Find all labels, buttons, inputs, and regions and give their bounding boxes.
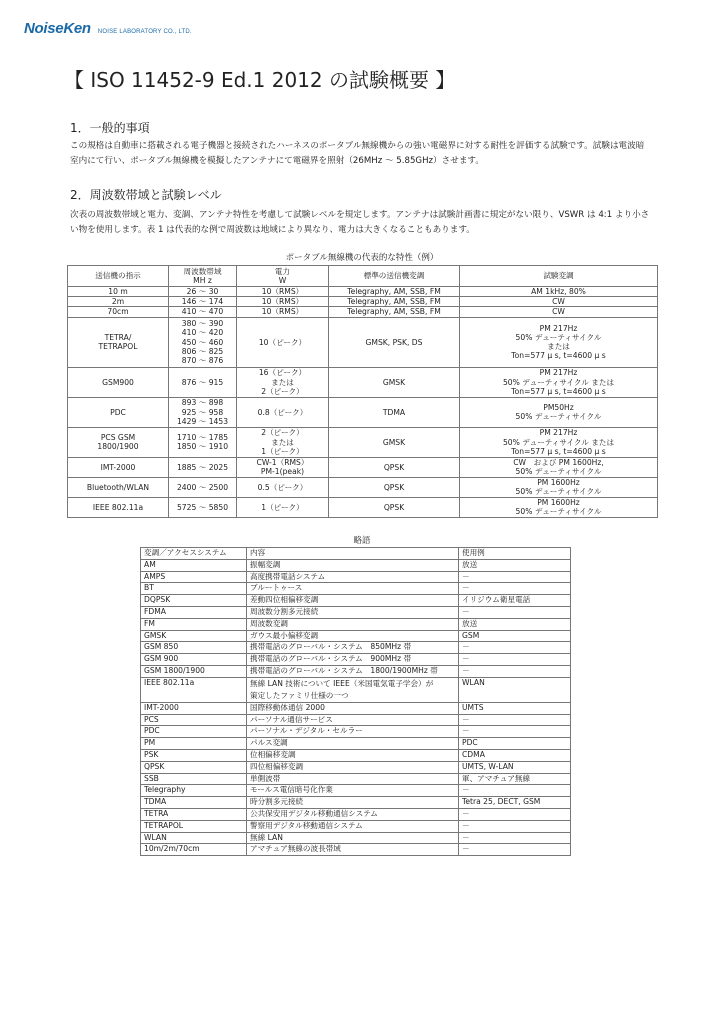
- cell-example: －: [459, 714, 571, 726]
- table-row: [141, 559, 571, 571]
- cell-power-line: 10（RMS）: [261, 287, 304, 296]
- cell-freq: [169, 287, 237, 297]
- abbreviation-table-body: [141, 559, 571, 855]
- cell-test-line: CW: [552, 307, 565, 317]
- cell-name-line: IMT-2000: [100, 462, 136, 472]
- table-row: [141, 595, 571, 607]
- cell-example: －: [459, 785, 571, 797]
- cell-freq: [169, 457, 237, 477]
- cell-std: [329, 307, 460, 317]
- cell-meaning: 携帯電話のグローバル・システム 850MHz 帯: [247, 642, 459, 654]
- cell-power: [237, 427, 329, 457]
- cell-meaning: 振幅変調: [247, 559, 459, 571]
- frequency-table-header-line: 周波数帯域: [183, 266, 222, 276]
- abbreviation-table-header: 使用例: [459, 548, 571, 560]
- cell-example: －: [459, 583, 571, 595]
- table-row: [141, 677, 571, 702]
- cell-name-line: IEEE 802.11a: [92, 502, 144, 512]
- cell-name-line: 70cm: [107, 307, 129, 317]
- cell-freq-line: 410 ～ 420: [181, 328, 224, 338]
- cell-power: [237, 317, 329, 367]
- section-2-text: 次表の周波数帯域と電力、変調、アンテナ特性を考慮して試験レベルを規定します。アンテナは試験計画書に規定がない限り、VSWR は 4:1 より小さい物を使用します。表 1 は代表的な例で周波数は地域により異なり、電力は大きくなることもあります。: [70, 210, 650, 235]
- cell-freq-line: 380 ～ 390: [181, 319, 224, 329]
- cell-test-line: PM 1600Hz: [537, 497, 580, 507]
- cell-meaning: 携帯電話のグローバル・システム 900MHz 帯: [247, 654, 459, 666]
- cell-power-line: 0.8（ピーク）: [257, 407, 308, 417]
- cell-test-line: 50% デューティサイクル: [515, 507, 602, 517]
- frequency-table: [67, 265, 658, 518]
- cell-meaning: [247, 677, 459, 702]
- cell-test-line: 50% デューティサイクル または: [502, 437, 615, 447]
- cell-freq-line: 1885 ～ 2025: [176, 462, 229, 472]
- cell-freq: [169, 497, 237, 517]
- table-row: [68, 457, 658, 477]
- cell-std: [329, 397, 460, 427]
- frequency-table-header: [460, 266, 658, 287]
- cell-power-line: 0.5（ピーク）: [257, 482, 308, 492]
- cell-name-line: TETRA/: [104, 332, 132, 342]
- cell-name: [68, 477, 169, 497]
- table-row: [141, 726, 571, 738]
- cell-abbr: IMT-2000: [141, 702, 247, 714]
- table-row: [141, 606, 571, 618]
- cell-freq: [169, 307, 237, 317]
- cell-name-line: 10 m: [108, 287, 128, 296]
- frequency-table-header-line: 標準の送信機変調: [363, 271, 425, 281]
- cell-abbr: AMPS: [141, 571, 247, 583]
- cell-example: WLAN: [459, 677, 571, 702]
- cell-test-line: 50% デューティサイクル: [515, 412, 602, 422]
- cell-meaning: ガウス最小偏移変調: [247, 630, 459, 642]
- cell-freq: [169, 397, 237, 427]
- cell-example: －: [459, 654, 571, 666]
- cell-name: [68, 287, 169, 297]
- cell-example: －: [459, 820, 571, 832]
- cell-abbr: 10m/2m/70cm: [141, 844, 247, 856]
- cell-power-line: CW-1（RMS）: [256, 457, 309, 467]
- cell-meaning: 無線 LAN: [247, 832, 459, 844]
- table-row: [141, 773, 571, 785]
- cell-test-line: 50% デューティサイクル: [515, 487, 602, 497]
- cell-example: PDC: [459, 738, 571, 750]
- cell-test-line: Ton=577 μ s, t=4600 μ s: [511, 386, 606, 396]
- cell-test: [460, 457, 658, 477]
- frequency-table-header-row: [68, 266, 658, 287]
- cell-std: [329, 297, 460, 307]
- cell-meaning: 位相偏移変調: [247, 749, 459, 761]
- cell-power-line: 1（ピーク）: [261, 446, 304, 456]
- cell-power: [237, 367, 329, 397]
- cell-freq-line: 1710 ～ 1785: [176, 432, 229, 442]
- cell-test-line: CW: [552, 297, 565, 307]
- brand-header: [24, 20, 192, 37]
- cell-meaning: 携帯電話のグローバル・システム 1800/1900MHz 帯: [247, 665, 459, 677]
- frequency-table-body: [68, 287, 658, 518]
- cell-name-line: PCS GSM: [100, 432, 136, 442]
- cell-meaning: パーソナル・デジタル・セルラー: [247, 726, 459, 738]
- frequency-table-header: [237, 266, 329, 287]
- cell-abbr: GSM 1800/1900: [141, 665, 247, 677]
- cell-name: [68, 497, 169, 517]
- cell-std: [329, 457, 460, 477]
- cell-name-line: 1800/1900: [97, 442, 139, 452]
- cell-meaning: 公共保安用デジタル移動通信システム: [247, 808, 459, 820]
- cell-example: －: [459, 571, 571, 583]
- cell-freq-line: 410 ～ 470: [181, 307, 224, 317]
- cell-std-line: QPSK: [383, 462, 405, 472]
- table-row: [141, 785, 571, 797]
- cell-test: [460, 427, 658, 457]
- table-row: [68, 287, 658, 297]
- cell-freq-line: 806 ～ 825: [181, 346, 224, 356]
- cell-std-line: Telegraphy, AM, SSB, FM: [347, 307, 441, 317]
- cell-std: [329, 367, 460, 397]
- cell-power-line: 10（RMS）: [261, 297, 304, 307]
- cell-abbr: TETRA: [141, 808, 247, 820]
- cell-abbr: TDMA: [141, 797, 247, 809]
- cell-meaning: パルス変調: [247, 738, 459, 750]
- table-row: [68, 497, 658, 517]
- cell-example: UMTS, W-LAN: [459, 761, 571, 773]
- page-title: 【 ISO 11452-9 Ed.1 2012 の試験概要 】: [64, 68, 456, 92]
- cell-std: [329, 477, 460, 497]
- table-row: [68, 477, 658, 497]
- cell-power: [237, 457, 329, 477]
- cell-freq-line: 925 ～ 958: [181, 407, 224, 417]
- cell-example: －: [459, 642, 571, 654]
- table-row: [141, 761, 571, 773]
- cell-example: －: [459, 665, 571, 677]
- cell-test-line: 50% デューティサイクル または: [502, 377, 615, 387]
- cell-example: 放送: [459, 618, 571, 630]
- cell-meaning: 四位相偏移変調: [247, 761, 459, 773]
- cell-power: [237, 287, 329, 297]
- cell-abbr: PCS: [141, 714, 247, 726]
- table-row: [68, 297, 658, 307]
- frequency-table-header: [329, 266, 460, 287]
- cell-example: イリジウム衛星電話: [459, 595, 571, 607]
- cell-test-line: CW および PM 1600Hz,: [513, 457, 604, 467]
- abbreviation-table: [140, 547, 571, 856]
- cell-freq: [169, 477, 237, 497]
- table-row: [68, 317, 658, 367]
- frequency-table-header-line: 電力: [274, 266, 291, 276]
- frequency-table-header-line: MH z: [193, 276, 212, 285]
- cell-abbr: BT: [141, 583, 247, 595]
- frequency-table-header: [169, 266, 237, 287]
- cell-std: [329, 427, 460, 457]
- cell-power: [237, 307, 329, 317]
- cell-example: 軍、アマチュア無線: [459, 773, 571, 785]
- table-row: [141, 583, 571, 595]
- table-row: [68, 307, 658, 317]
- table-row: [141, 820, 571, 832]
- cell-meaning: 差動四位相偏移変調: [247, 595, 459, 607]
- cell-power-line: 2（ピーク）: [261, 386, 304, 396]
- cell-name-line: Bluetooth/WLAN: [86, 482, 150, 492]
- cell-test-line: PM50Hz: [543, 402, 574, 412]
- table-row: [68, 367, 658, 397]
- table-row: [141, 714, 571, 726]
- cell-abbr: GMSK: [141, 630, 247, 642]
- cell-test: [460, 367, 658, 397]
- cell-meaning: アマチュア無線の波長帯域: [247, 844, 459, 856]
- table-row: [141, 665, 571, 677]
- cell-example: －: [459, 844, 571, 856]
- cell-power-line: または: [271, 437, 294, 447]
- cell-name: [68, 427, 169, 457]
- abbreviation-table-header: 内容: [247, 548, 459, 560]
- cell-abbr: PDC: [141, 726, 247, 738]
- cell-freq-line: 146 ～ 174: [181, 297, 224, 307]
- cell-freq: [169, 297, 237, 307]
- cell-abbr: PM: [141, 738, 247, 750]
- table-row: [141, 749, 571, 761]
- cell-name: [68, 297, 169, 307]
- cell-abbr: GSM 900: [141, 654, 247, 666]
- cell-test: [460, 477, 658, 497]
- cell-name: [68, 397, 169, 427]
- cell-freq: [169, 367, 237, 397]
- section-2-heading: 2．周波数帯域と試験レベル: [70, 188, 222, 202]
- cell-name-line: PDC: [110, 407, 126, 417]
- cell-std-line: TDMA: [382, 407, 406, 417]
- table-row: [141, 618, 571, 630]
- noiseken-logo: NoiseKen: [24, 20, 91, 37]
- cell-power-line: 1（ピーク）: [261, 502, 304, 512]
- table-row: [141, 844, 571, 856]
- cell-freq-line: 1850 ～ 1910: [176, 442, 229, 452]
- cell-meaning: 高度携帯電話システム: [247, 571, 459, 583]
- cell-test: [460, 297, 658, 307]
- cell-abbr: PSK: [141, 749, 247, 761]
- cell-freq: [169, 427, 237, 457]
- cell-freq-line: 876 ～ 915: [181, 377, 224, 387]
- cell-abbr: WLAN: [141, 832, 247, 844]
- cell-abbr: IEEE 802.11a: [141, 677, 247, 702]
- cell-example: CDMA: [459, 749, 571, 761]
- cell-abbr: FM: [141, 618, 247, 630]
- cell-power: [237, 297, 329, 307]
- cell-std-line: GMSK: [382, 437, 406, 447]
- abbreviation-table-caption: 略語: [353, 536, 371, 546]
- cell-test-line: Ton=577 μ s, t=4600 μ s: [511, 351, 606, 361]
- abbreviation-table-header-row: [141, 548, 571, 560]
- cell-power-line: PM-1(peak): [260, 467, 305, 477]
- cell-test-line: PM 217Hz: [539, 368, 578, 378]
- abbreviation-table-header: 変調／アクセスシステム: [141, 548, 247, 560]
- cell-abbr: DQPSK: [141, 595, 247, 607]
- frequency-table-caption: ポータブル無線機の代表的な特性（例）: [285, 253, 439, 263]
- company-name: NOISE LABORATORY CO., LTD.: [97, 29, 192, 35]
- cell-meaning: 警察用デジタル移動通信システム: [247, 820, 459, 832]
- cell-freq: [169, 317, 237, 367]
- cell-meaning: ブルートゥース: [247, 583, 459, 595]
- cell-abbr: QPSK: [141, 761, 247, 773]
- cell-meaning-line: 策定したファミリ仕様の一つ: [250, 690, 349, 700]
- cell-power-line: または: [271, 377, 294, 387]
- cell-std-line: Telegraphy, AM, SSB, FM: [347, 297, 441, 307]
- cell-example: GSM: [459, 630, 571, 642]
- cell-std-line: GMSK: [382, 377, 406, 387]
- table-row: [141, 738, 571, 750]
- table-row: [141, 808, 571, 820]
- table-row: [141, 654, 571, 666]
- cell-name: [68, 457, 169, 477]
- cell-example: －: [459, 606, 571, 618]
- frequency-table-header: [68, 266, 169, 287]
- cell-test-line: AM 1kHz, 80%: [531, 287, 586, 296]
- cell-test-line: 50% デューティサイクル: [515, 332, 602, 342]
- table-row: [141, 702, 571, 714]
- cell-test: [460, 287, 658, 297]
- cell-test: [460, 397, 658, 427]
- cell-abbr: AM: [141, 559, 247, 571]
- cell-name: [68, 317, 169, 367]
- cell-meaning: 周波数変調: [247, 618, 459, 630]
- section-1-heading: 1．一般的事項: [70, 121, 150, 135]
- cell-freq-line: 450 ～ 460: [181, 337, 224, 347]
- cell-meaning: パーソナル通信サービス: [247, 714, 459, 726]
- cell-power: [237, 497, 329, 517]
- table-row: [68, 397, 658, 427]
- section-1-text: この規格は自動車に搭載される電子機器と接続されたハーネスのポータブル無線機からの強い電磁界に対する耐性を評価する試験です。試験は電波暗室内にて行い、ポータブル無線機を模擬したアンテナにて電磁界を照射（26MHz ～ 5.85GHz）させます。: [70, 141, 645, 166]
- cell-test-line: 50% デューティサイクル: [515, 467, 602, 477]
- frequency-table-header-line: 送信機の指示: [95, 271, 141, 281]
- cell-example: －: [459, 726, 571, 738]
- cell-test: [460, 307, 658, 317]
- cell-power: [237, 477, 329, 497]
- cell-test-line: または: [547, 342, 570, 352]
- cell-meaning: 単側波帯: [247, 773, 459, 785]
- cell-std: [329, 317, 460, 367]
- cell-abbr: TETRAPOL: [141, 820, 247, 832]
- cell-freq-line: 2400 ～ 2500: [176, 482, 229, 492]
- cell-example: －: [459, 832, 571, 844]
- cell-example: UMTS: [459, 702, 571, 714]
- table-row: [141, 642, 571, 654]
- cell-meaning-line: 無線 LAN 技術について IEEE（米国電気電子学会）が: [250, 678, 434, 688]
- cell-freq-line: 5725 ～ 5850: [176, 502, 229, 512]
- cell-std: [329, 497, 460, 517]
- cell-std: [329, 287, 460, 297]
- table-row: [141, 630, 571, 642]
- cell-example: －: [459, 808, 571, 820]
- cell-test-line: PM 1600Hz: [537, 477, 580, 487]
- cell-name-line: GSM900: [102, 377, 134, 387]
- cell-name: [68, 307, 169, 317]
- table-row: [141, 797, 571, 809]
- cell-abbr: SSB: [141, 773, 247, 785]
- cell-name-line: TETRAPOL: [98, 342, 138, 352]
- cell-freq-line: 26 ～ 30: [186, 287, 219, 296]
- frequency-table-header-line: 試験変調: [543, 271, 574, 281]
- cell-abbr: FDMA: [141, 606, 247, 618]
- cell-std-line: GMSK, PSK, DS: [365, 337, 423, 347]
- cell-freq-line: 870 ～ 876: [181, 355, 224, 365]
- cell-power-line: 10（ピーク）: [258, 337, 307, 347]
- cell-std-line: QPSK: [383, 502, 405, 512]
- cell-example: Tetra 25, DECT, GSM: [459, 797, 571, 809]
- cell-std-line: Telegraphy, AM, SSB, FM: [347, 287, 441, 296]
- cell-meaning: 時分割多元接続: [247, 797, 459, 809]
- cell-test-line: Ton=577 μ s, t=4600 μ s: [511, 446, 606, 456]
- cell-test: [460, 497, 658, 517]
- cell-freq-line: 1429 ～ 1453: [176, 416, 229, 426]
- cell-abbr: Telegraphy: [141, 785, 247, 797]
- cell-test-line: PM 217Hz: [539, 428, 578, 438]
- cell-power-line: 10（RMS）: [261, 307, 304, 317]
- cell-example: 放送: [459, 559, 571, 571]
- cell-name: [68, 367, 169, 397]
- cell-meaning: モールス電信暗号化作業: [247, 785, 459, 797]
- cell-name-line: 2m: [111, 297, 125, 307]
- cell-power: [237, 397, 329, 427]
- cell-power-line: 16（ピーク）: [258, 368, 307, 378]
- frequency-table-header-line: W: [278, 276, 287, 285]
- table-row: [141, 832, 571, 844]
- cell-meaning: 周波数分割多元接続: [247, 606, 459, 618]
- cell-power-line: 2（ピーク）: [261, 428, 304, 438]
- cell-test-line: PM 217Hz: [539, 323, 578, 333]
- table-row: [141, 571, 571, 583]
- cell-test: [460, 317, 658, 367]
- cell-freq-line: 893 ～ 898: [181, 398, 224, 408]
- cell-std-line: QPSK: [383, 482, 405, 492]
- cell-meaning: 国際移動体通信 2000: [247, 702, 459, 714]
- table-row: [68, 427, 658, 457]
- cell-abbr: GSM 850: [141, 642, 247, 654]
